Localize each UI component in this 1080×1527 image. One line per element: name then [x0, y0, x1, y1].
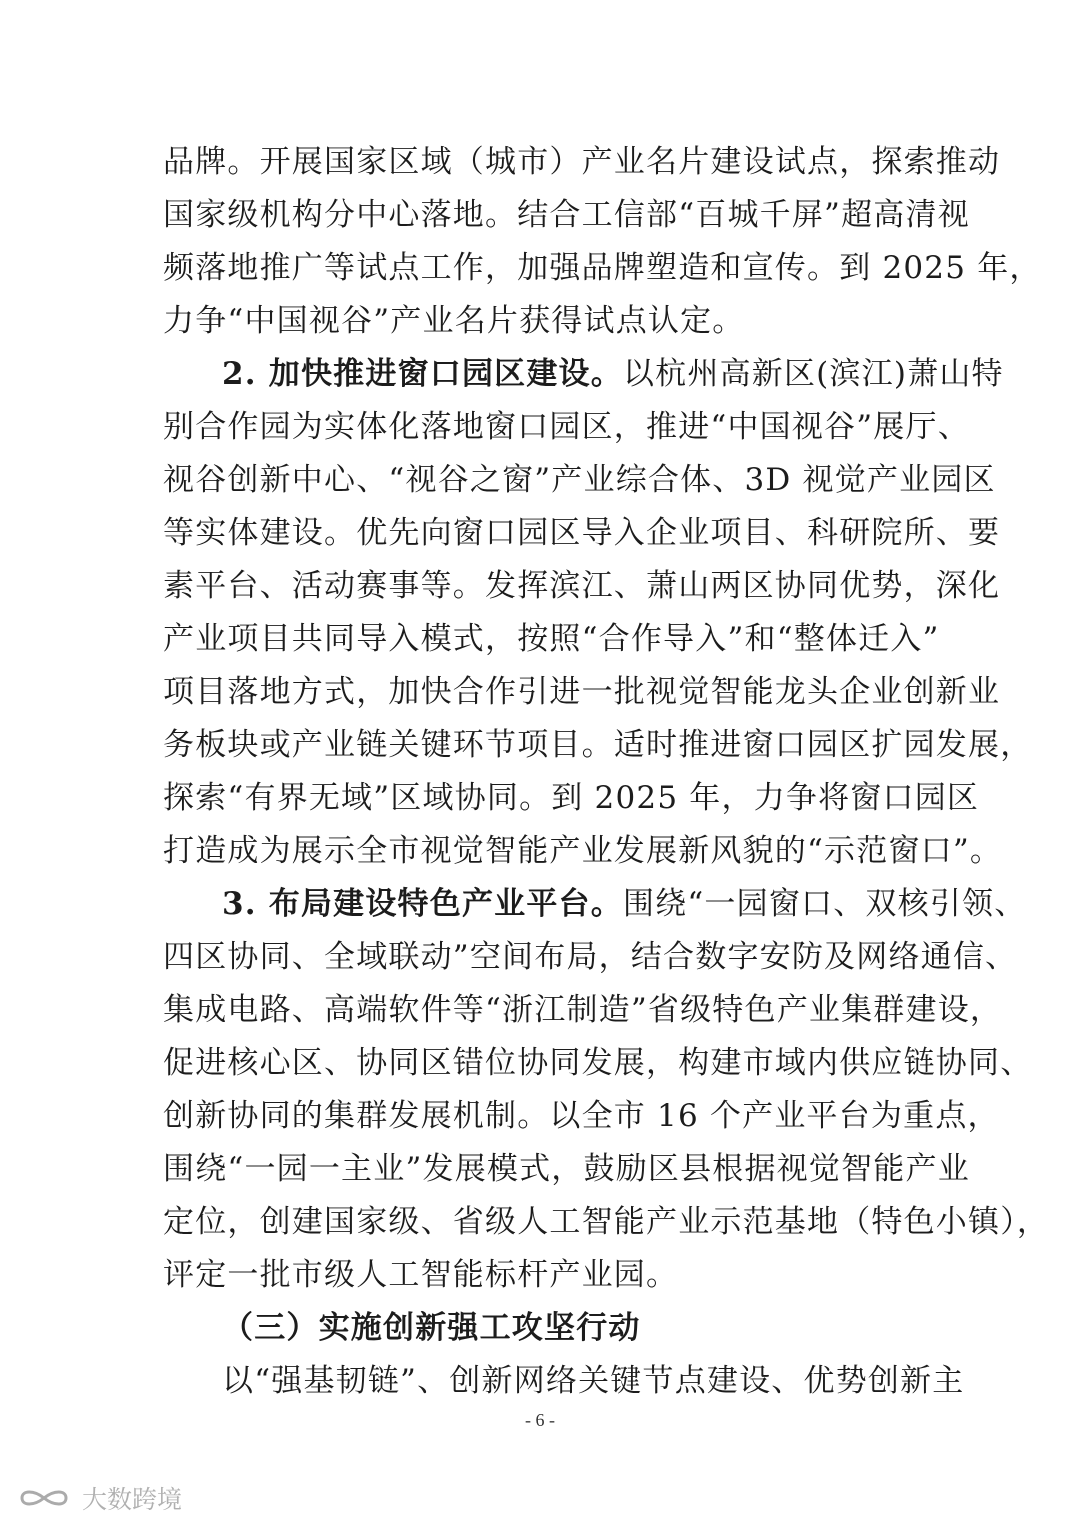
paragraph-lead-rest: 以杭州高新区(滨江)萧山特 [622, 356, 1004, 392]
text-line: 产业项目共同导入模式，按照“合作导入”和“整体迁入” [163, 621, 940, 657]
section-heading: （三）实施创新强工攻坚行动 [222, 1310, 641, 1346]
text-line: 集成电路、高端软件等“浙江制造”省级特色产业集群建设， [163, 992, 1003, 1028]
text-line: 探索“有界无域”区域协同。到 2025 年，力争将窗口园区 [163, 780, 980, 816]
text-line: 四区协同、全域联动”空间布局，结合数字安防及网络通信、 [163, 939, 1018, 975]
text-line: 围绕“一园一主业”发展模式，鼓励区县根据视觉智能产业 [163, 1151, 970, 1187]
text-line: 以“强基韧链”、创新网络关键节点建设、优势创新主 [222, 1363, 965, 1399]
text-line: 促进核心区、协同区错位协同发展，构建市域内供应链协同、 [163, 1045, 1033, 1081]
watermark [14, 1480, 182, 1516]
watermark-text: 大数跨境 [82, 1485, 183, 1514]
text-line: 评定一批市级人工智能标杆产业园。 [163, 1257, 679, 1293]
paragraph-lead: 2. 加快推进窗口园区建设。 [222, 356, 623, 392]
text-line: 力争“中国视谷”产业名片获得试点认定。 [163, 303, 745, 339]
text-line: 别合作园为实体化落地窗口园区，推进“中国视谷”展厅、 [163, 409, 970, 445]
paragraph-lead: 3. 布局建设特色产业平台。 [222, 886, 623, 922]
text-line: 定位，创建国家级、省级人工智能产业示范基地（特色小镇）， [163, 1204, 1050, 1240]
text-line: 频落地推广等试点工作，加强品牌塑造和宣传。到 2025 年， [163, 250, 1042, 286]
text-line: 视谷创新中心、“视谷之窗”产业综合体、3D 视觉产业园区 [163, 462, 996, 498]
text-line: 打造成为展示全市视觉智能产业发展新风貌的“示范窗口”。 [163, 833, 1003, 869]
paragraph-first-line [222, 884, 1027, 924]
paragraph-lead-rest: 围绕“一园窗口、双核引领、 [622, 886, 1027, 922]
infinity-logo-icon [14, 1482, 74, 1514]
text-line: 等实体建设。优先向窗口园区导入企业项目、科研院所、要 [163, 515, 1001, 551]
text-line: 创新协同的集群发展机制。以全市 16 个产业平台为重点， [163, 1098, 1000, 1134]
page-number: - 6 - [525, 1410, 555, 1430]
text-line: 项目落地方式，加快合作引进一批视觉智能龙头企业创新业 [163, 674, 1001, 710]
text-line: 务板块或产业链关键环节项目。适时推进窗口园区扩园发展， [163, 727, 1033, 763]
paragraph-first-line [222, 354, 1004, 394]
text-line: 品牌。开展国家区域（城市）产业名片建设试点，探索推动 [163, 144, 1001, 180]
text-line: 国家级机构分中心落地。结合工信部“百城千屏”超高清视 [163, 197, 970, 233]
text-line: 素平台、活动赛事等。发挥滨江、萧山两区协同优势，深化 [163, 568, 1001, 604]
